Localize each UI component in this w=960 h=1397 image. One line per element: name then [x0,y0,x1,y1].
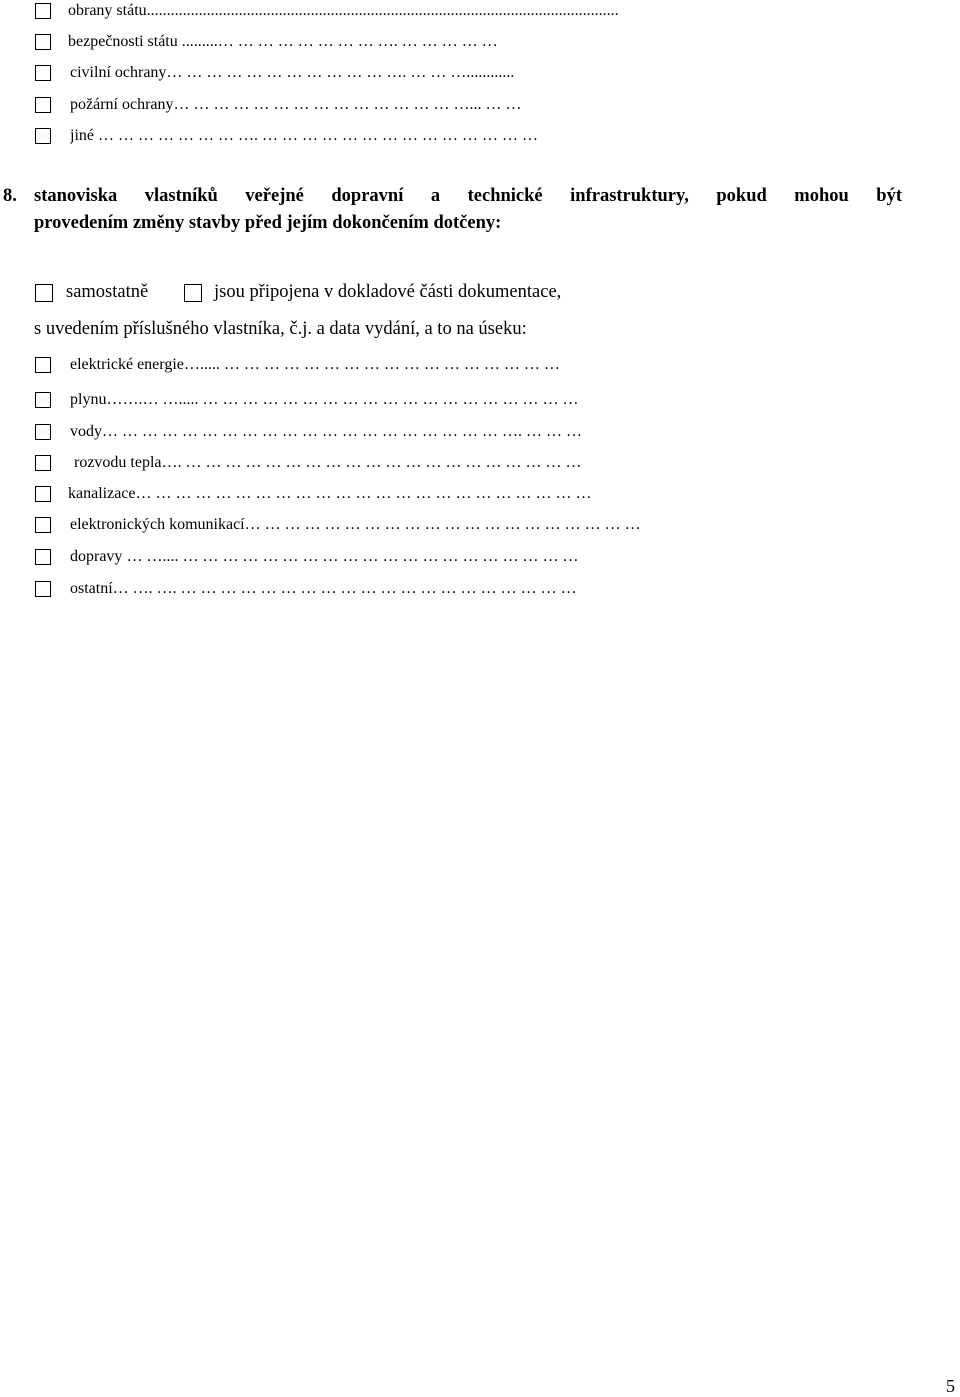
option-label-ostatni: ostatní… …. …. … … … … … … … … … … … … … … … … … … … … [70,580,577,597]
page-number: 5 [946,1376,955,1396]
option-label-plynu: plynu…….… …..... … … … … … … … … … … … … … … … … … … … [70,391,579,408]
option-label-bezpecnosti-statu: bezpečnosti státu .........… … … … … … … … …. … … … … … [68,33,498,50]
option-label-vody: vody… … … … … … … … … … … … … … … … … … … … …. … … … [70,423,582,440]
checkbox-pripojena[interactable] [184,284,202,302]
option-label-elektronickych-komunikaci: elektronických komunikací… … … … … … … … … … … … … … … … … … … … [70,516,641,533]
checkbox-obrany-statu[interactable] [35,3,51,19]
mode-option-samostatne: samostatně [66,282,149,302]
checkbox-pozarni-ochrany[interactable] [35,97,51,113]
mode-note-text: s uvedením příslušného vlastníka, č.j. a data vydání, a to na úseku: [34,319,527,339]
option-label-civilni-ochrany: civilní ochrany… … … … … … … … … … … …. … … …............ [70,64,515,81]
option-label-pozarni-ochrany: požární ochrany… … … … … … … … … … … … … … …... … … [70,96,522,113]
option-label-obrany-statu: obrany státu...................................................................................................................... [68,2,619,19]
section-number: 8. [3,186,17,206]
option-label-kanalizace: kanalizace… … … … … … … … … … … … … … … … … … … … … … … [68,485,592,502]
checkbox-elektronickych-komunikaci[interactable] [35,517,51,533]
option-label-jine: jiné … … … … … … … …. … … … … … … … … … … … … … … [70,127,538,144]
checkbox-elektricke-energie[interactable] [35,357,51,373]
option-label-rozvodu-tepla: rozvodu tepla…. … … … … … … … … … … … … … … … … … … … … [74,454,582,471]
checkbox-civilni-ochrany[interactable] [35,65,51,81]
mode-option-pripojena: jsou připojena v dokladové části dokumentace, [214,282,562,302]
option-label-elektricke-energie: elektrické energie…..... … … … … … … … … … … … … … … … … … [70,356,560,373]
section-title-line-2: provedením změny stavby před jejím dokončením dotčeny: [34,213,502,233]
section-title-line-1: stanoviska vlastníků veřejné dopravní a technické infrastruktury, pokud mohou být [34,186,902,206]
checkbox-jine[interactable] [35,128,51,144]
option-label-dopravy: dopravy … ….... … … … … … … … … … … … … … … … … … … … … [70,548,579,565]
checkbox-dopravy[interactable] [35,549,51,565]
checkbox-bezpecnosti-statu[interactable] [35,34,51,50]
checkbox-vody[interactable] [35,424,51,440]
checkbox-kanalizace[interactable] [35,486,51,502]
checkbox-samostatne[interactable] [35,284,53,302]
checkbox-ostatni[interactable] [35,581,51,597]
checkbox-plynu[interactable] [35,392,51,408]
checkbox-rozvodu-tepla[interactable] [35,455,51,471]
